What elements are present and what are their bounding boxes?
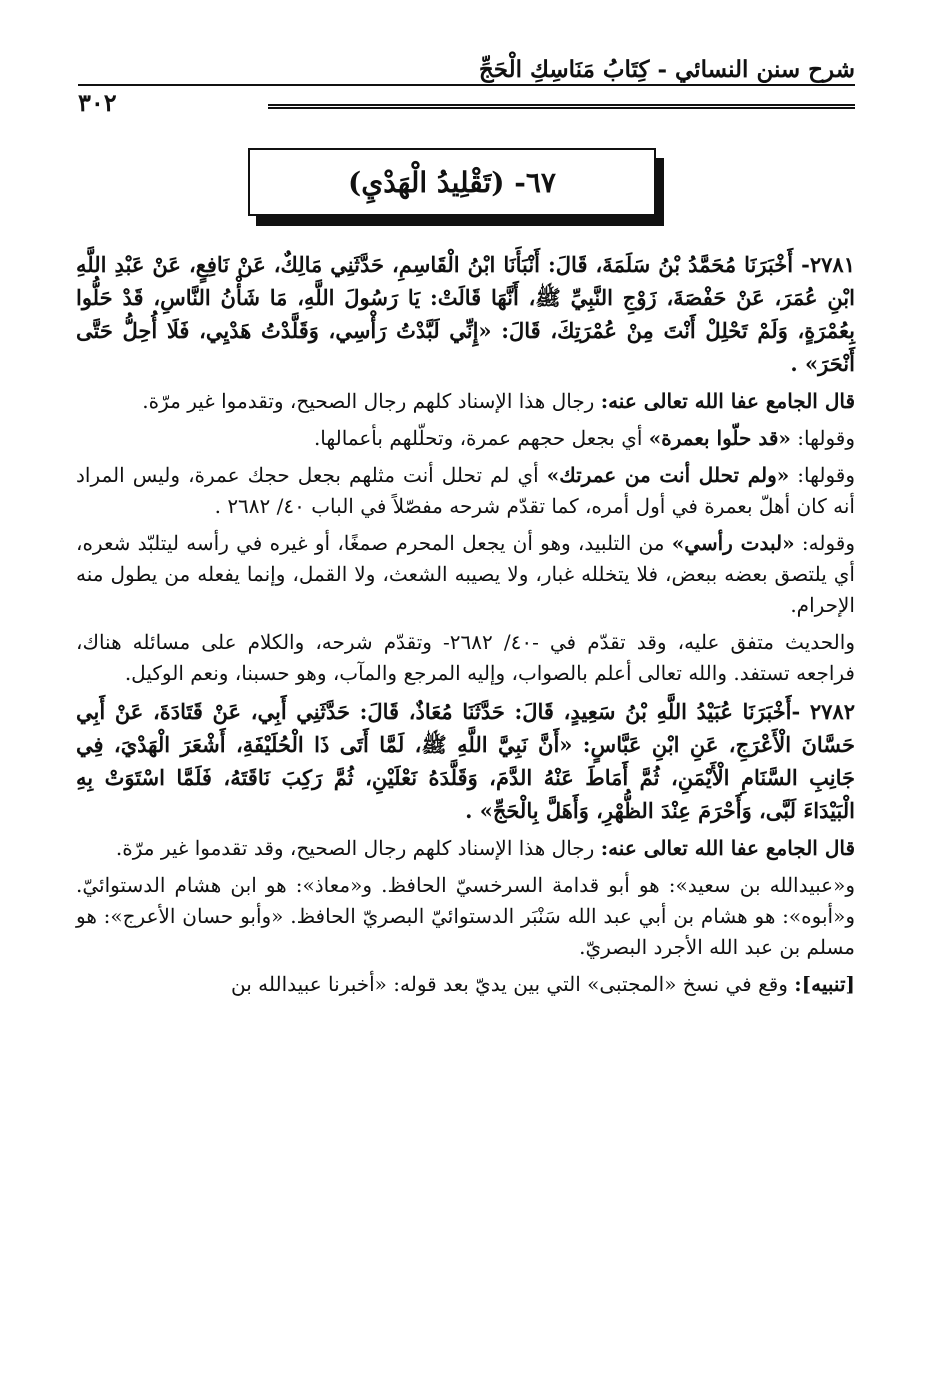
commentary-paragraph bbox=[76, 627, 855, 689]
commentary-lead: وقوله: bbox=[794, 531, 855, 555]
page-header bbox=[78, 48, 855, 118]
commentary-text: من التلبيد، وهو أن يجعل المحرم صمغًا، أو غيره في رأسه ليتلبّد شعره، أي يلتصق بعضه ببعض، فلا يتخلله غبار، ولا يصيبه الشعث، ولا القمل، وإنما يفعله من يطول منه الإحرام. bbox=[76, 531, 855, 617]
quoted-phrase: «قد حلّوا بعمرة» bbox=[648, 426, 791, 450]
quoted-phrase: «لبدت رأسي» bbox=[671, 531, 795, 555]
note-label: [تنبيه]: bbox=[794, 972, 855, 996]
commentary-text: أي لم تحلل أنت مثلهم بجعل حجك عمرة، وليس المراد أنه كان أهلّ بعمرة في أول أمره، كما تقدّم شرحه مفصّلاً في الباب ٤٠/ ٢٦٨٢ . bbox=[76, 463, 855, 518]
commentary-text: أي بجعل حجهم عمرة، وتحلّلهم بأعمالها. bbox=[313, 426, 649, 450]
page-number: ٣٠٢ bbox=[78, 88, 117, 117]
commentary-paragraph bbox=[76, 386, 855, 417]
commentary-text: رجال هذا الإسناد كلهم رجال الصحيح، وتقدموا غير مرّة. bbox=[142, 389, 601, 413]
hadith-text: ٢٧٨٢ -أَخْبَرَنَا عُبَيْدُ اللَّهِ بْنُ سَعِيدٍ، قَالَ: حَدَّثَنَا مُعَاذٌ، قَالَ: حَدَّثَنِي أَبِي، عَنْ قَتَادَةَ، عَنْ أَبِي حَسَّانَ الْأَعْرَجِ، عَنِ ابْنِ عَبَّاسٍ: «أَنَّ نَبِيَّ اللَّهِ ﷺ، لَمَّا أَتَى ذَا الْحُلَيْفَةِ، أَشْعَرَ الْهَدْيَ، فِي جَانِبِ السَّنَامِ الْأَيْمَنِ، ثُمَّ أَمَاطَ عَنْهُ الدَّمَ، وَقَلَّدَهُ نَعْلَيْنِ، ثُمَّ رَكِبَ نَاقَتَهُ، فَلَمَّا اسْتَوَتْ بِهِ الْبَيْدَاءَ لَبَّى، وَأَحْرَمَ عِنْدَ الظُّهْرِ، وَأَهَلَّ بِالْحَجِّ» . bbox=[76, 699, 855, 823]
narrators-paragraph bbox=[76, 870, 855, 963]
chapter-title: ٦٧- (تَقْلِيدُ الْهَدْيِ) bbox=[348, 165, 556, 199]
commentary-text: والحديث متفق عليه، وقد تقدّم في -٤٠/ ٢٦٨٢- وتقدّم شرحه، والكلام على مسائله هناك، فراجعه تستفد. والله تعالى أعلم بالصواب، وإليه المرجع والمآب، وهو حسبنا، ونعم الوكيل. bbox=[76, 630, 855, 685]
page-body bbox=[76, 248, 855, 1006]
commentary-paragraph bbox=[76, 833, 855, 864]
commentary-text: رجال هذا الإسناد كلهم رجال الصحيح، وقد تقدموا غير مرّة. bbox=[115, 836, 601, 860]
hadith-2782 bbox=[76, 695, 855, 827]
commentary-paragraph bbox=[76, 423, 855, 454]
commentary-text: و«عبيدالله بن سعيد»: هو أبو قدامة السرخسيّ الحافظ. و«معاذ»: هو ابن هشام الدستوائيّ. و«أبوه»: هو هشام بن أبي عبد الله سَنْبَر الدستوائيّ البصريّ الحافظ. «وأبو حسان الأعرج»: هو مسلم بن عبد الله الأجرد البصريّ. bbox=[76, 873, 855, 959]
chapter-heading-box bbox=[248, 148, 656, 216]
commentary-lead: وقولها: bbox=[789, 463, 855, 487]
commentary-paragraph bbox=[76, 528, 855, 621]
header-rule bbox=[78, 84, 855, 86]
commentary-lead: وقولها: bbox=[790, 426, 855, 450]
quoted-phrase: «ولم تحلل أنت من عمرتك» bbox=[546, 463, 790, 487]
header-double-rule bbox=[268, 104, 855, 109]
commentary-lead: قال الجامع عفا الله تعالى عنه: bbox=[600, 389, 855, 413]
commentary-text: وقع في نسخ «المجتبى» التي بين يديّ بعد قوله: «أخبرنا عبيدالله بن bbox=[231, 972, 795, 996]
hadith-2781 bbox=[76, 248, 855, 380]
book-title: شرح سنن النسائي - كِتَابُ مَنَاسِكِ الْحَجِّ bbox=[478, 56, 855, 83]
hadith-text: ٢٧٨١- أَخْبَرَنَا مُحَمَّدُ بْنُ سَلَمَةَ، قَالَ: أَنْبَأَنَا ابْنُ الْقَاسِمِ، حَدَّثَنِي مَالِكٌ، عَنْ نَافِعٍ، عَنْ عَبْدِ اللَّهِ ابْنِ عُمَرَ، عَنْ حَفْصَةَ، زَوْجِ النَّبِيِّ ﷺ، أَنَّهَا قَالَتْ: يَا رَسُولَ اللَّهِ، مَا شَأْنُ النَّاسِ، قَدْ حَلُّوا بِعُمْرَةٍ، وَلَمْ تَحْلِلْ أَنْتَ مِنْ عُمْرَتِكَ، قَالَ: «إِنِّي لَبَّدْتُ رَأْسِي، وَقَلَّدْتُ هَدْيِي، فَلَا أُحِلُّ حَتَّى أَنْحَرَ» . bbox=[76, 252, 855, 376]
note-paragraph bbox=[76, 969, 855, 1000]
commentary-paragraph bbox=[76, 460, 855, 522]
commentary-lead: قال الجامع عفا الله تعالى عنه: bbox=[600, 836, 855, 860]
